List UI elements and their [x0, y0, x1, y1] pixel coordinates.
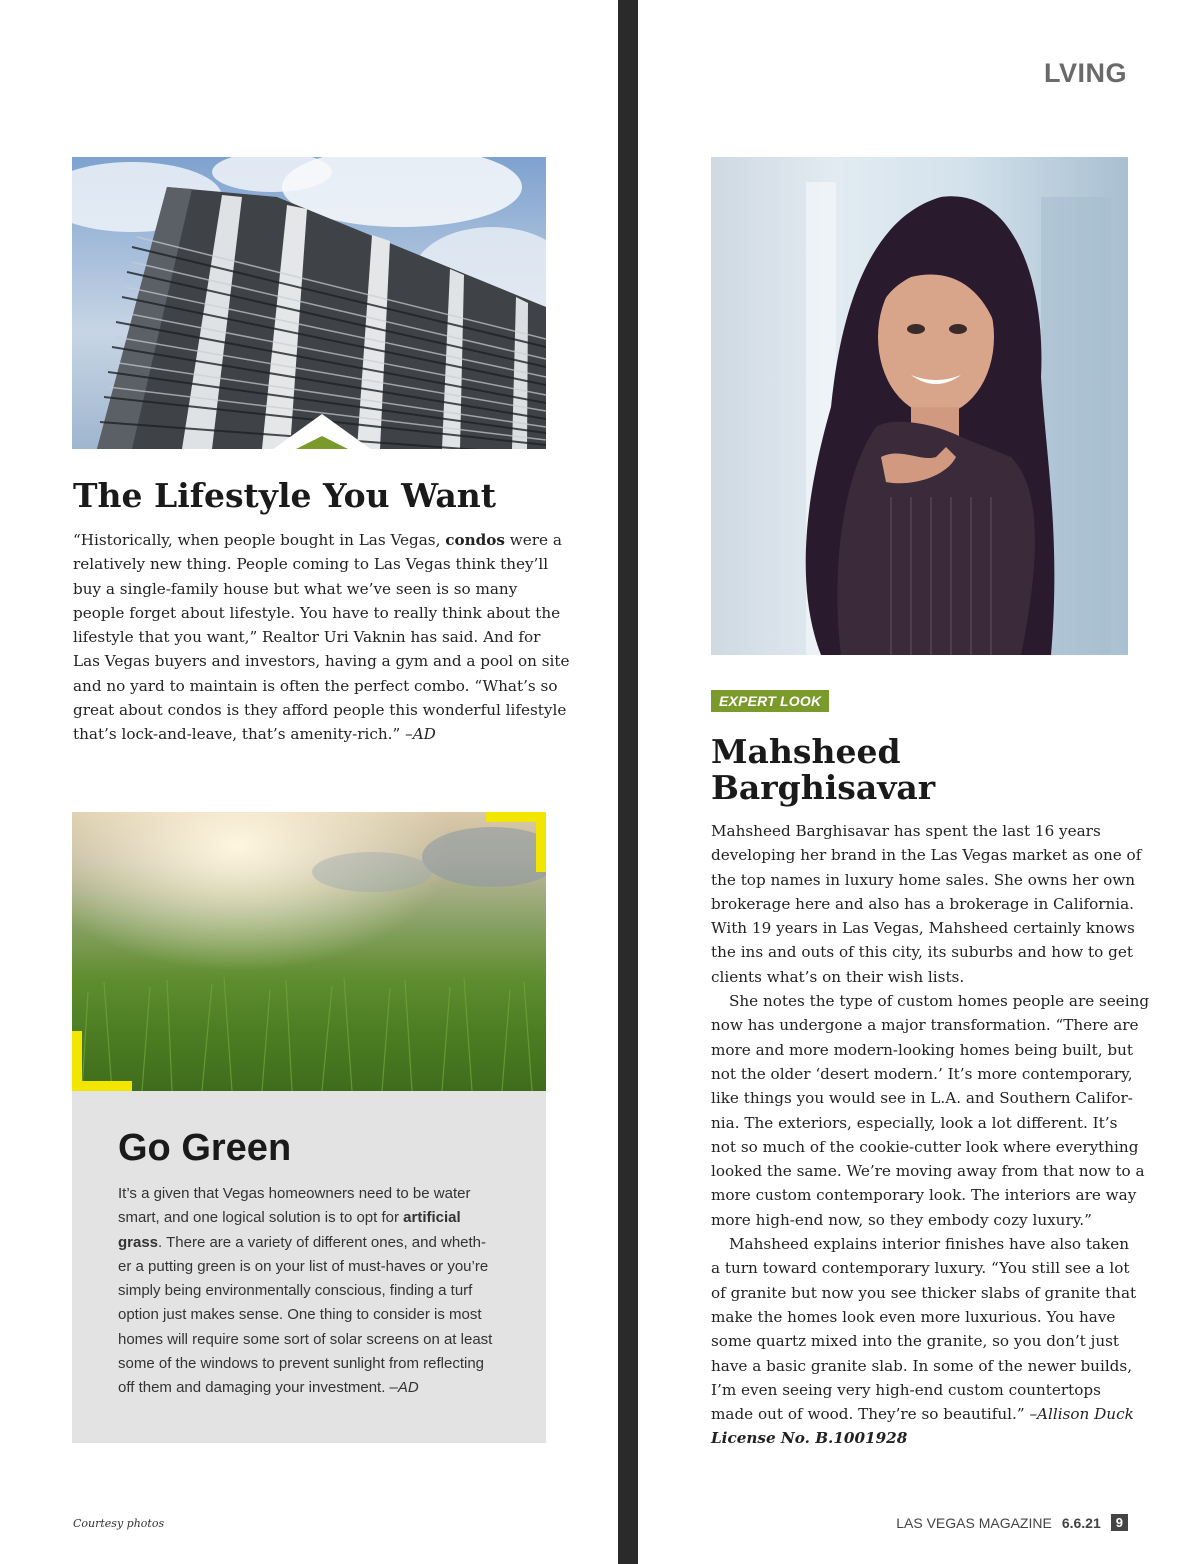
lifestyle-article-body: [73, 528, 570, 747]
page-footer: [896, 1514, 1128, 1531]
body-line: a turn toward contemporary luxury. “You still see a lot: [711, 1259, 1130, 1278]
keyword-artificial: artificial: [403, 1209, 461, 1227]
body-line: clients what’s on their wish lists.: [711, 967, 965, 986]
expert-portrait-photo: [711, 157, 1128, 655]
body-line: people forget about lifestyle. You have to really think about the: [73, 603, 561, 622]
body-line: I’m even seeing very high-end custom countertops: [711, 1380, 1101, 1399]
body-line: Las Vegas buyers and investors, having a gym and a pool on site: [73, 652, 570, 671]
body-line: Mahsheed Barghisavar has spent the last 16 years: [711, 822, 1101, 840]
author-initials: –AD: [405, 725, 436, 744]
body-line: not the older ‘desert modern.’ It’s more contemporary,: [711, 1064, 1133, 1083]
body-line: have a basic granite slab. In some of the newer builds,: [711, 1356, 1133, 1375]
lifestyle-headline: The Lifestyle You Want: [73, 476, 496, 515]
magazine-name: LAS VEGAS MAGAZINE: [896, 1514, 1052, 1531]
body-text: off them and damaging your investment.: [118, 1379, 390, 1397]
body-line: of granite but now you see thicker slabs of granite that: [711, 1283, 1137, 1302]
body-text: that’s lock-and-leave, that’s amenity-rich.”: [73, 725, 406, 744]
artificial-grass-photo: [72, 812, 546, 1091]
keyword-grass: grass: [118, 1233, 159, 1251]
body-line: Mahsheed explains interior finishes have also taken: [729, 1235, 1130, 1254]
body-line: not so much of the cookie-cutter look where everything: [711, 1137, 1139, 1156]
body-line: the ins and outs of this city, its suburbs and how to get: [711, 943, 1133, 962]
green-triangle-marker: [296, 436, 348, 449]
body-line: [118, 1376, 518, 1400]
body-line: [73, 722, 549, 746]
expert-article-body: [711, 819, 1150, 1451]
go-green-headline: Go Green: [118, 1127, 292, 1169]
body-line: more and more modern-looking homes being built, but: [711, 1040, 1134, 1059]
condo-building-photo: [72, 157, 546, 449]
expert-name-headline: [711, 734, 935, 806]
body-line: some quartz mixed into the granite, so you don’t just: [711, 1332, 1119, 1351]
body-line: lifestyle that you want,” Realtor Uri Vaknin has said. And for: [73, 628, 541, 647]
body-line: [73, 528, 562, 552]
body-line: relatively new thing. People coming to Las Vegas think they’ll: [73, 555, 549, 574]
expert-look-badge: EXPERT LOOK: [711, 690, 829, 712]
issue-date: 6.6.21: [1061, 1514, 1101, 1531]
body-line: [118, 1231, 518, 1255]
body-line: looked the same. We’re moving away from that now to a: [711, 1162, 1145, 1181]
body-line: option just makes sense. One thing to consider is most: [118, 1306, 482, 1324]
body-line: With 19 years in Las Vegas, Mahsheed certainly knows: [711, 919, 1135, 938]
name-line: Barghisavar: [711, 768, 936, 807]
body-line: and no yard to maintain is often the perfect combo. “What’s so: [73, 676, 558, 695]
body-line: some of the windows to prevent sunlight from reflecting: [118, 1355, 485, 1373]
body-line: homes will require some sort of solar screens on at least: [118, 1330, 493, 1348]
body-line: make the homes look even more luxurious. You have: [711, 1307, 1116, 1326]
body-line: er a putting green is on your list of must-haves or you’re: [118, 1257, 489, 1275]
body-line: brokerage here and also has a brokerage in California.: [711, 894, 1134, 913]
body-line: like things you would see in L.A. and Southern Califor-: [711, 1089, 1133, 1108]
body-line: buy a single-family house but what we’ve seen is so many: [73, 579, 518, 598]
body-line: more high-end now, so they embody cozy luxury.”: [711, 1210, 1092, 1229]
body-text: smart, and one logical solution is to opt for: [118, 1209, 404, 1227]
body-line: developing her brand in the Las Vegas market as one of: [711, 846, 1142, 865]
body-line: now has undergone a major transformation. “There are: [711, 1016, 1139, 1035]
go-green-sidebar: [72, 1091, 546, 1443]
body-line: It’s a given that Vegas homeowners need to be water: [118, 1185, 471, 1202]
body-line: more custom contemporary look. The interiors are way: [711, 1186, 1137, 1205]
body-text: “Historically, when people bought in Las Vegas,: [73, 531, 446, 549]
page-number: 9: [1111, 1514, 1128, 1531]
author-credit: –Allison Duck: [1029, 1405, 1134, 1424]
body-text: made out of wood. They’re so beautiful.”: [711, 1405, 1030, 1424]
body-line: She notes the type of custom homes people are seeing: [729, 992, 1150, 1011]
section-title: LVING: [1044, 58, 1127, 88]
body-line: [118, 1206, 518, 1230]
body-line: [711, 1402, 1134, 1426]
body-line: great about condos is they afford people this wonderful lifestyle: [73, 701, 567, 720]
keyword-condos: condos: [445, 531, 505, 549]
go-green-body: [118, 1182, 518, 1401]
license-number: License No. B.1001928: [711, 1429, 908, 1448]
body-text: were a: [504, 531, 562, 549]
body-text: . There are a variety of different ones, and wheth-: [158, 1233, 487, 1251]
license-line: [711, 1426, 1131, 1450]
page-gutter-divider: [618, 0, 638, 1564]
body-line: the top names in luxury home sales. She owns her own: [711, 870, 1136, 889]
body-line: simply being environmentally conscious, finding a turf: [118, 1282, 473, 1300]
author-initials: –AD: [389, 1379, 419, 1397]
name-line: Mahsheed: [711, 732, 901, 771]
body-line: nia. The exteriors, especially, look a lot different. It’s: [711, 1113, 1118, 1132]
photo-credit: Courtesy photos: [73, 1517, 165, 1530]
